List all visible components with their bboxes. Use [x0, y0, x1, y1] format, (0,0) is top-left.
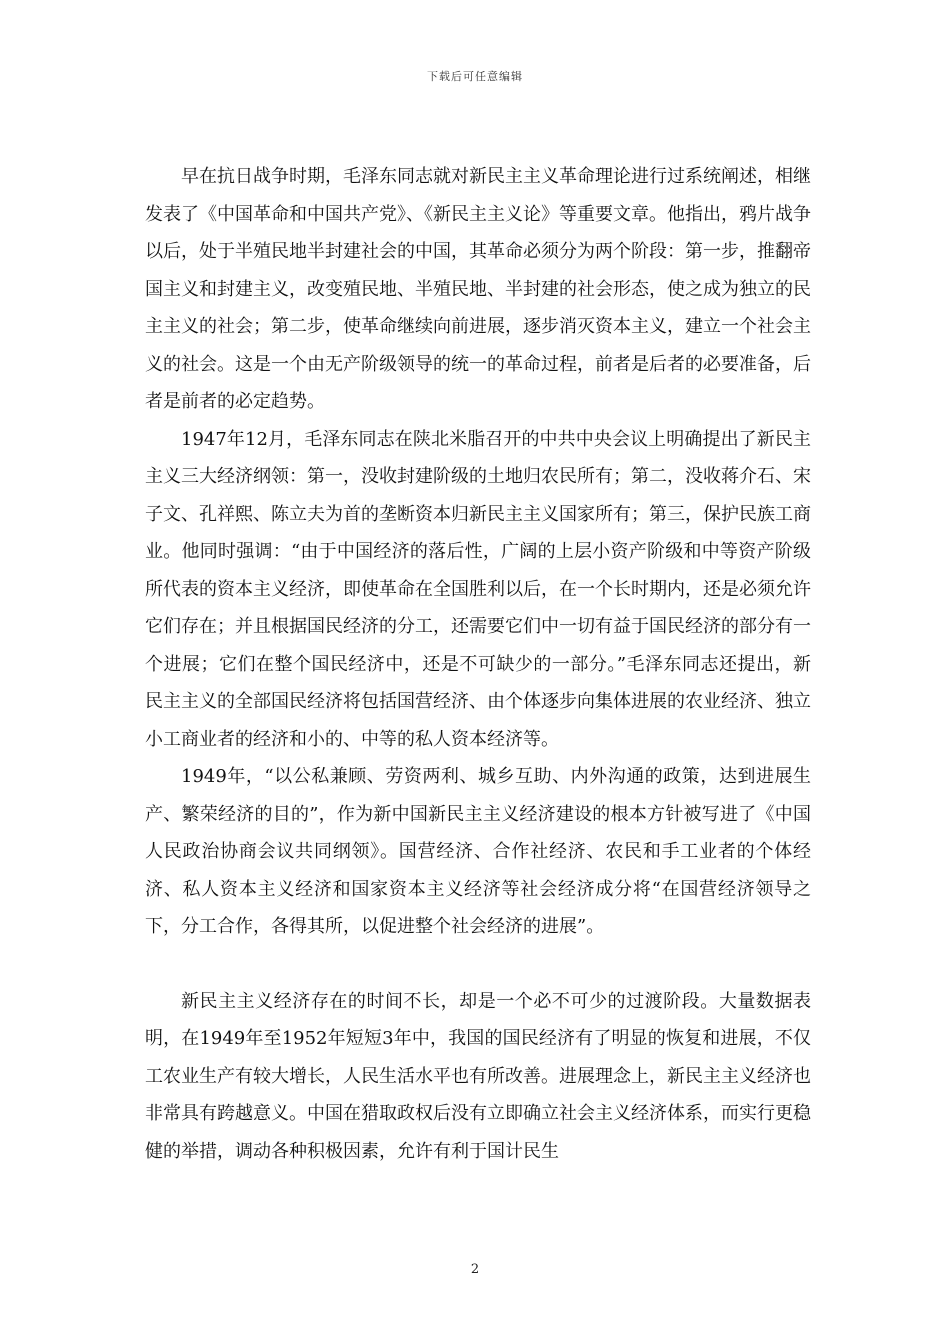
paragraph-1: 早在抗日战争时期，毛泽东同志就对新民主主义革命理论进行过系统阐述，相继发表了《中国革命和中国共产党》、《新民主主义论》等重要文章。他指出，鸦片战争以后，处于半殖民地半封建社会的中国，其革命必须分为两个阶段：第一步，推翻帝国主义和封建主义，改变殖民地、半殖民地、半封建的社会形态，使之成为独立的民主主义的社会；第二步，使革命继续向前进展，逐步消灭资本主义，建立一个社会主义的社会。这是一个由无产阶级领导的统一的革命过程，前者是后者的必要准备，后者是前者的必定趋势。 [145, 166, 811, 412]
page-number: 2 [470, 1262, 480, 1277]
paragraph-3: 1949年，“以公私兼顾、劳资两利、城乡互助、内外沟通的政策，达到进展生产、繁荣经济的目的”，作为新中国新民主主义经济建设的根本方针被写进了《中国人民政治协商会议共同纲领》。国营经济、合作社经济、农民和手工业者的个体经济、私人资本主义经济和国家资本主义经济等社会经济成分将“在国营经济领导之下，分工合作，各得其所，以促进整个社会经济的进展”。 [145, 766, 811, 937]
document-body [145, 158, 811, 1170]
paragraph-4: 新民主主义经济存在的时间不长，却是一个必不可少的过渡阶段。大量数据表明，在1949年至1952年短短3年中，我国的国民经济有了明显的恢复和进展，不仅工农业生产有较大增长，人民生活水平也有所改善。进展理念上，新民主主义经济也非常具有跨越意义。中国在猎取政权后没有立即确立社会主义经济体系，而实行更稳健的举措，调动各种积极因素，允许有利于国计民生 [145, 990, 811, 1162]
paragraph-2: 1947年12月，毛泽东同志在陕北米脂召开的中共中央会议上明确提出了新民主主义三大经济纲领：第一，没收封建阶级的土地归农民所有；第二，没收蒋介石、宋子文、孔祥熙、陈立夫为首的垄断资本归新民主主义国家所有；第三，保护民族工商业。他同时强调：“由于中国经济的落后性，广阔的上层小资产阶级和中等资产阶级所代表的资本主义经济，即使革命在全国胜利以后，在一个长时期内，还是必须允许它们存在；并且根据国民经济的分工，还需要它们中一切有益于国民经济的部分有一个进展；它们在整个国民经济中，还是不可缺少的一部分。”毛泽东同志还提出，新民主主义的全部国民经济将包括国营经济、由个体逐步向集体进展的农业经济、独立小工商业者的经济和小的、中等的私人资本经济等。 [145, 428, 811, 750]
paragraph-spacer [145, 946, 811, 983]
page-header: 下载后可任意编辑 [427, 70, 523, 83]
